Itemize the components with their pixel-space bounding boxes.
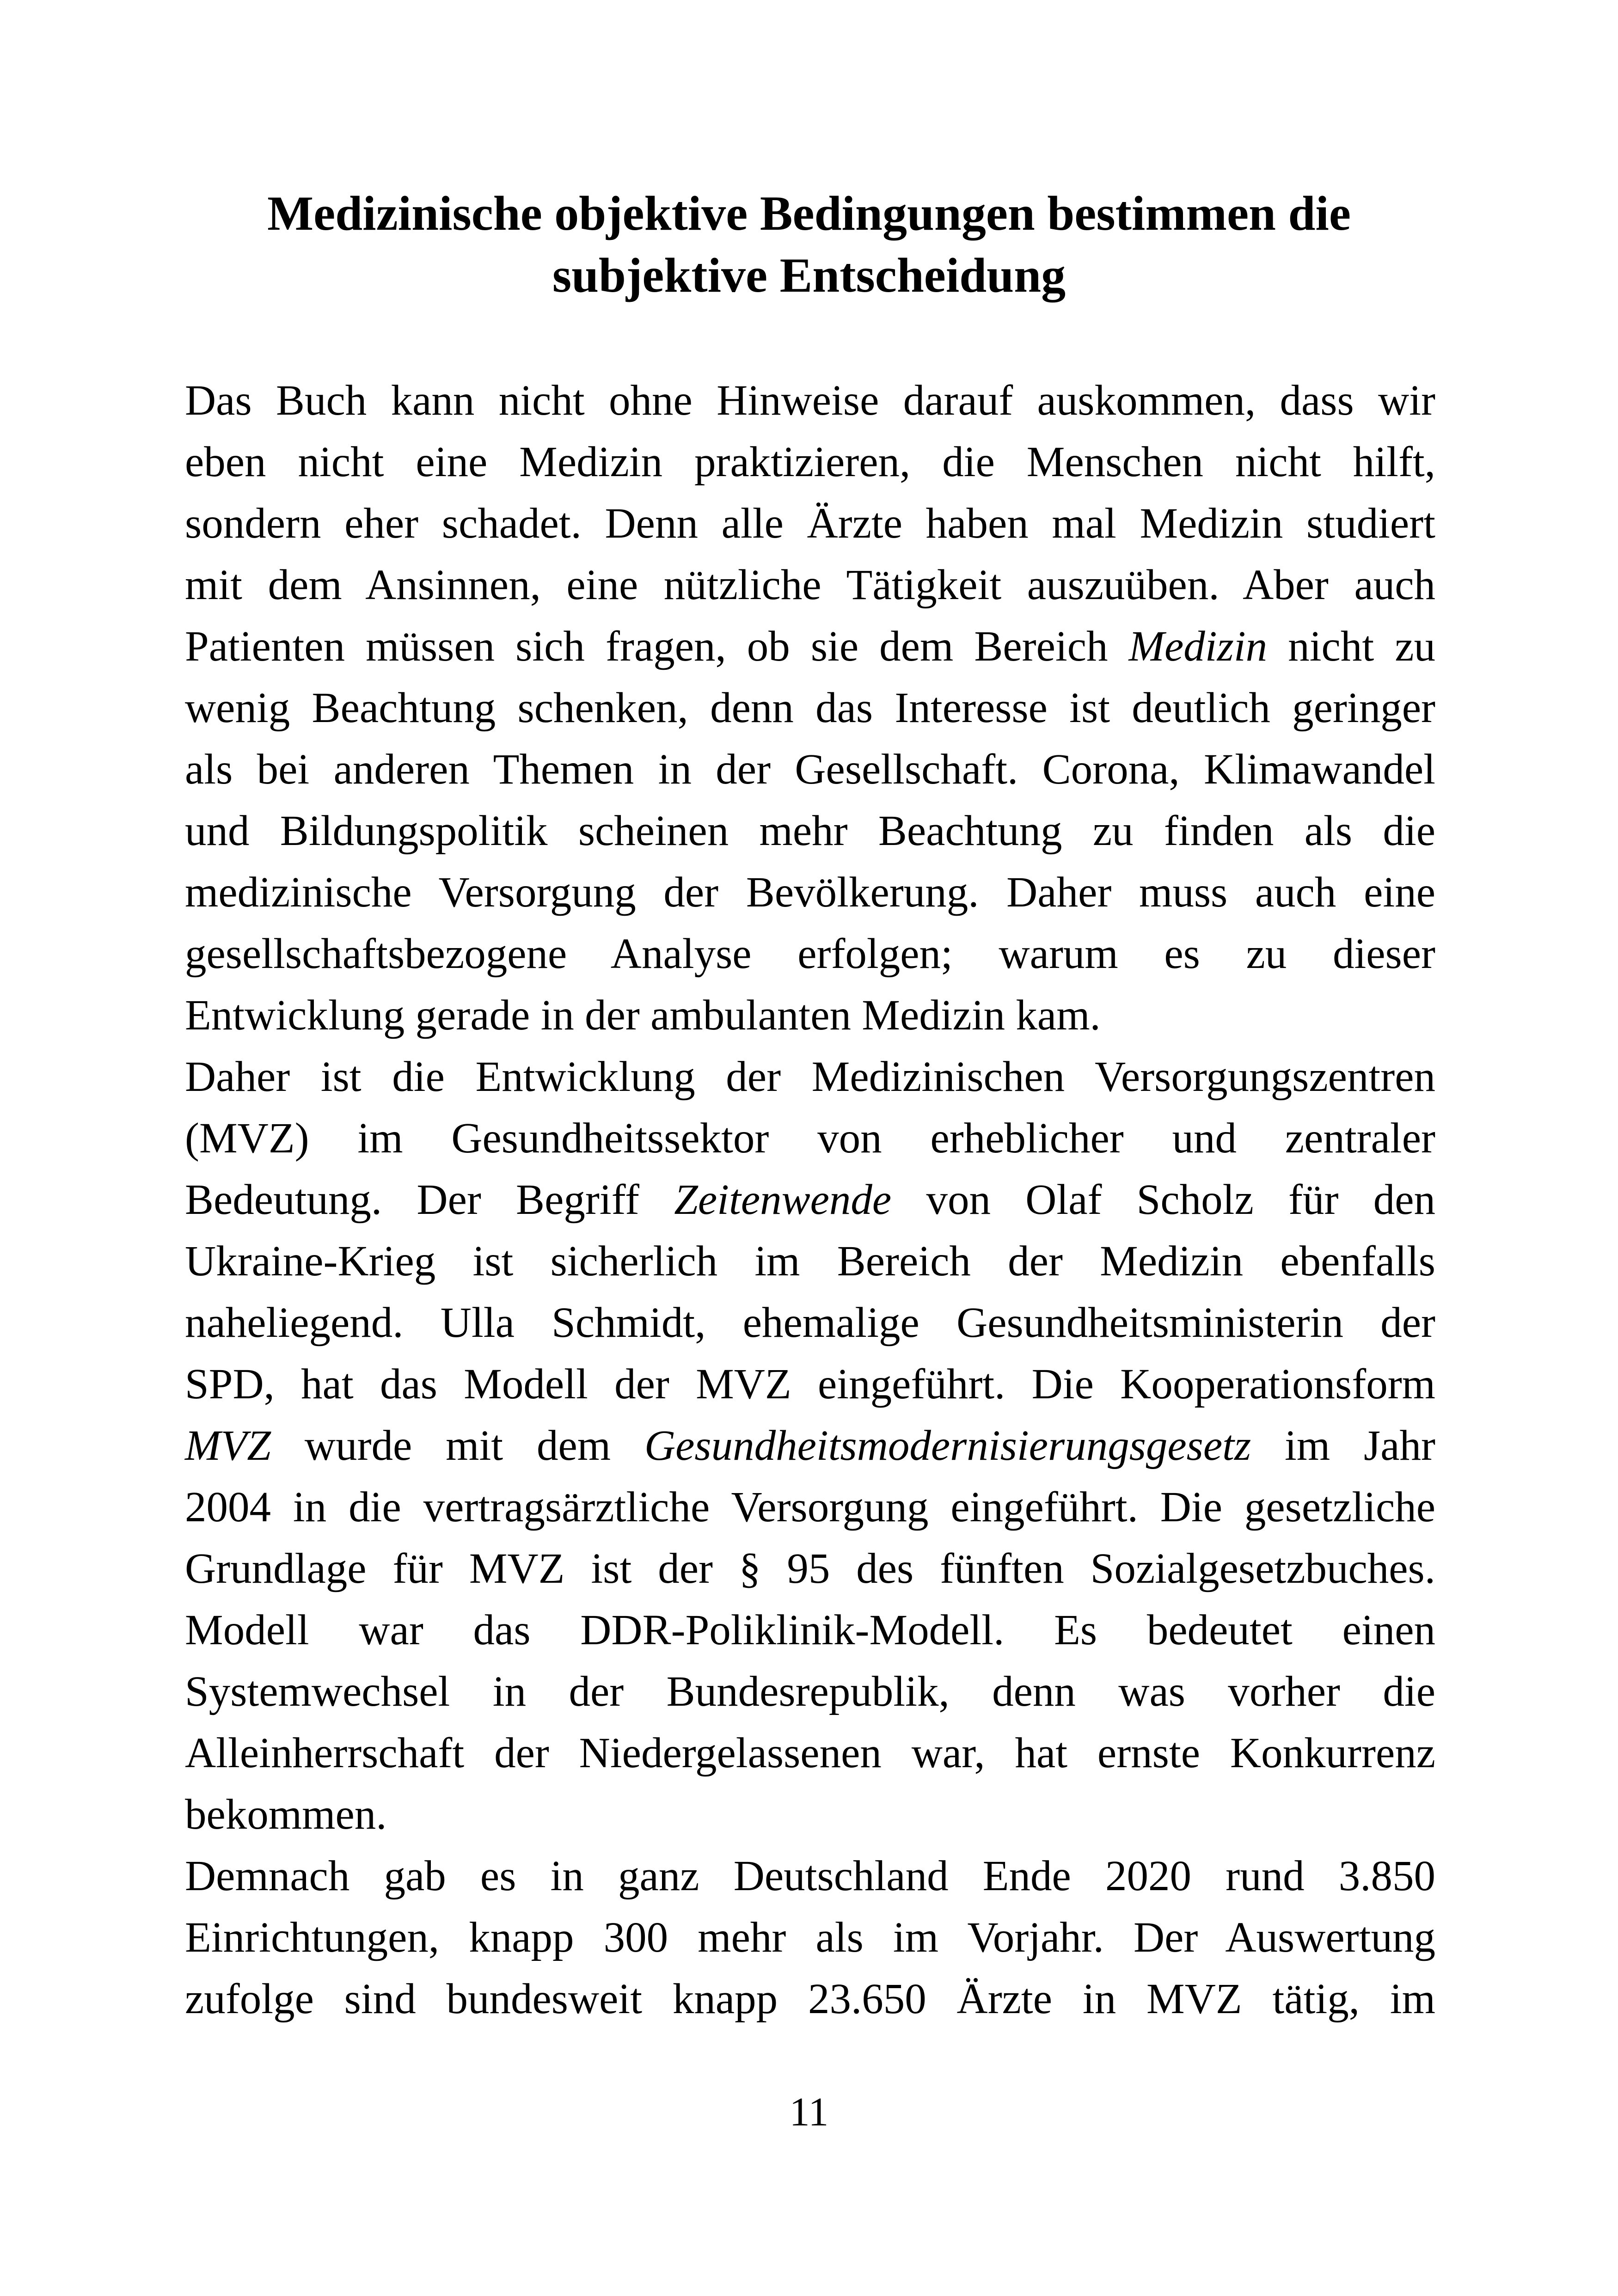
text-line: [185, 493, 1435, 554]
text-segment: bekommen.: [185, 1791, 387, 1838]
text-line: [185, 1907, 1435, 1968]
text-segment: eben nicht eine Medizin praktizieren, die Menschen nicht hilft,: [185, 438, 1435, 486]
text-line: [185, 923, 1435, 985]
body-text: [185, 370, 1435, 2030]
text-line: [185, 1968, 1435, 2030]
text-line: [185, 1476, 1435, 1538]
text-line: [185, 1538, 1435, 1599]
chapter-title-line: subjektive Entscheidung: [552, 248, 1066, 302]
text-segment: (MVZ) im Gesundheitssektor von erheblicher und zentraler: [185, 1114, 1435, 1162]
text-line: [185, 739, 1435, 800]
text-segment: Alleinherrschaft der Niedergelassenen war, hat ernste Konkurrenz: [185, 1729, 1435, 1777]
text-segment: wurde mit dem: [271, 1422, 644, 1469]
text-segment: gesellschaftsbezogene Analyse erfolgen; warum es zu dieser: [185, 930, 1435, 978]
emphasized-term: MVZ: [185, 1422, 271, 1469]
emphasized-term: Zeitenwende: [674, 1176, 892, 1224]
text-segment: Ukraine-Krieg ist sicherlich im Bereich der Medizin ebenfalls: [185, 1237, 1435, 1285]
text-segment: Entwicklung gerade in der ambulanten Medizin kam.: [185, 992, 1101, 1039]
chapter-title-line: Medizinische objektive Bedingungen bestimmen die: [267, 186, 1351, 240]
text-line: [185, 1722, 1435, 1784]
text-line: [185, 431, 1435, 493]
text-line: [185, 1661, 1435, 1722]
text-segment: Das Buch kann nicht ohne Hinweise darauf auskommen, dass wir: [185, 377, 1435, 424]
text-segment: und Bildungspolitik scheinen mehr Beachtung zu finden als die: [185, 807, 1435, 855]
text-segment: sondern eher schadet. Denn alle Ärzte haben mal Medizin studiert: [185, 500, 1435, 547]
text-segment: im Jahr: [1251, 1422, 1435, 1469]
text-line: [185, 1845, 1435, 1907]
text-segment: von Olaf Scholz für den: [891, 1176, 1435, 1224]
text-segment: Demnach gab es in ganz Deutschland Ende 2020 rund 3.850: [185, 1852, 1435, 1900]
text-line: [185, 800, 1435, 862]
text-line: [185, 862, 1435, 923]
text-segment: Systemwechsel in der Bundesrepublik, denn was vorher die: [185, 1668, 1435, 1715]
text-segment: als bei anderen Themen in der Gesellschaft. Corona, Klimawandel: [185, 746, 1435, 793]
text-segment: medizinische Versorgung der Bevölkerung. Daher muss auch eine: [185, 869, 1435, 916]
emphasized-term: Medizin: [1128, 623, 1268, 670]
text-line: [185, 1415, 1435, 1476]
text-segment: Patienten müssen sich fragen, ob sie dem Bereich: [185, 623, 1129, 670]
text-line: [185, 677, 1435, 739]
text-segment: 2004 in die vertragsärztliche Versorgung eingeführt. Die gesetzliche: [185, 1483, 1435, 1531]
text-segment: mit dem Ansinnen, eine nützliche Tätigkeit auszuüben. Aber auch: [185, 561, 1435, 609]
text-line: [185, 1353, 1435, 1415]
text-line: [185, 1784, 1435, 1845]
text-line: [185, 985, 1435, 1046]
text-segment: Grundlage für MVZ ist der § 95 des fünften Sozialgesetzbuches.: [185, 1545, 1435, 1592]
emphasized-term: Gesundheitsmodernisierungsgesetz: [644, 1422, 1251, 1469]
text-segment: Einrichtungen, knapp 300 mehr als im Vorjahr. Der Auswertung: [185, 1914, 1435, 1961]
text-line: [185, 1046, 1435, 1108]
text-segment: SPD, hat das Modell der MVZ eingeführt. Die Kooperationsform: [185, 1360, 1435, 1408]
text-segment: Modell war das DDR-Poliklinik-Modell. Es bedeutet einen: [185, 1606, 1435, 1654]
text-segment: Daher ist die Entwicklung der Medizinischen Versorgungszentren: [185, 1053, 1435, 1101]
page-number: 11: [789, 2090, 829, 2135]
text-line: [185, 1169, 1435, 1231]
text-line: [185, 370, 1435, 431]
text-segment: naheliegend. Ulla Schmidt, ehemalige Gesundheitsministerin der: [185, 1299, 1435, 1347]
text-line: [185, 616, 1435, 677]
text-line: [185, 1108, 1435, 1169]
text-line: [185, 554, 1435, 616]
chapter-title: [185, 183, 1433, 306]
text-segment: zufolge sind bundesweit knapp 23.650 Ärzte in MVZ tätig, im: [185, 1975, 1435, 2023]
text-line: [185, 1292, 1435, 1353]
text-segment: nicht zu: [1267, 623, 1435, 670]
text-segment: Bedeutung. Der Begriff: [185, 1176, 674, 1224]
text-segment: wenig Beachtung schenken, denn das Interesse ist deutlich geringer: [185, 684, 1435, 732]
text-line: [185, 1231, 1435, 1292]
text-line: [185, 1599, 1435, 1661]
